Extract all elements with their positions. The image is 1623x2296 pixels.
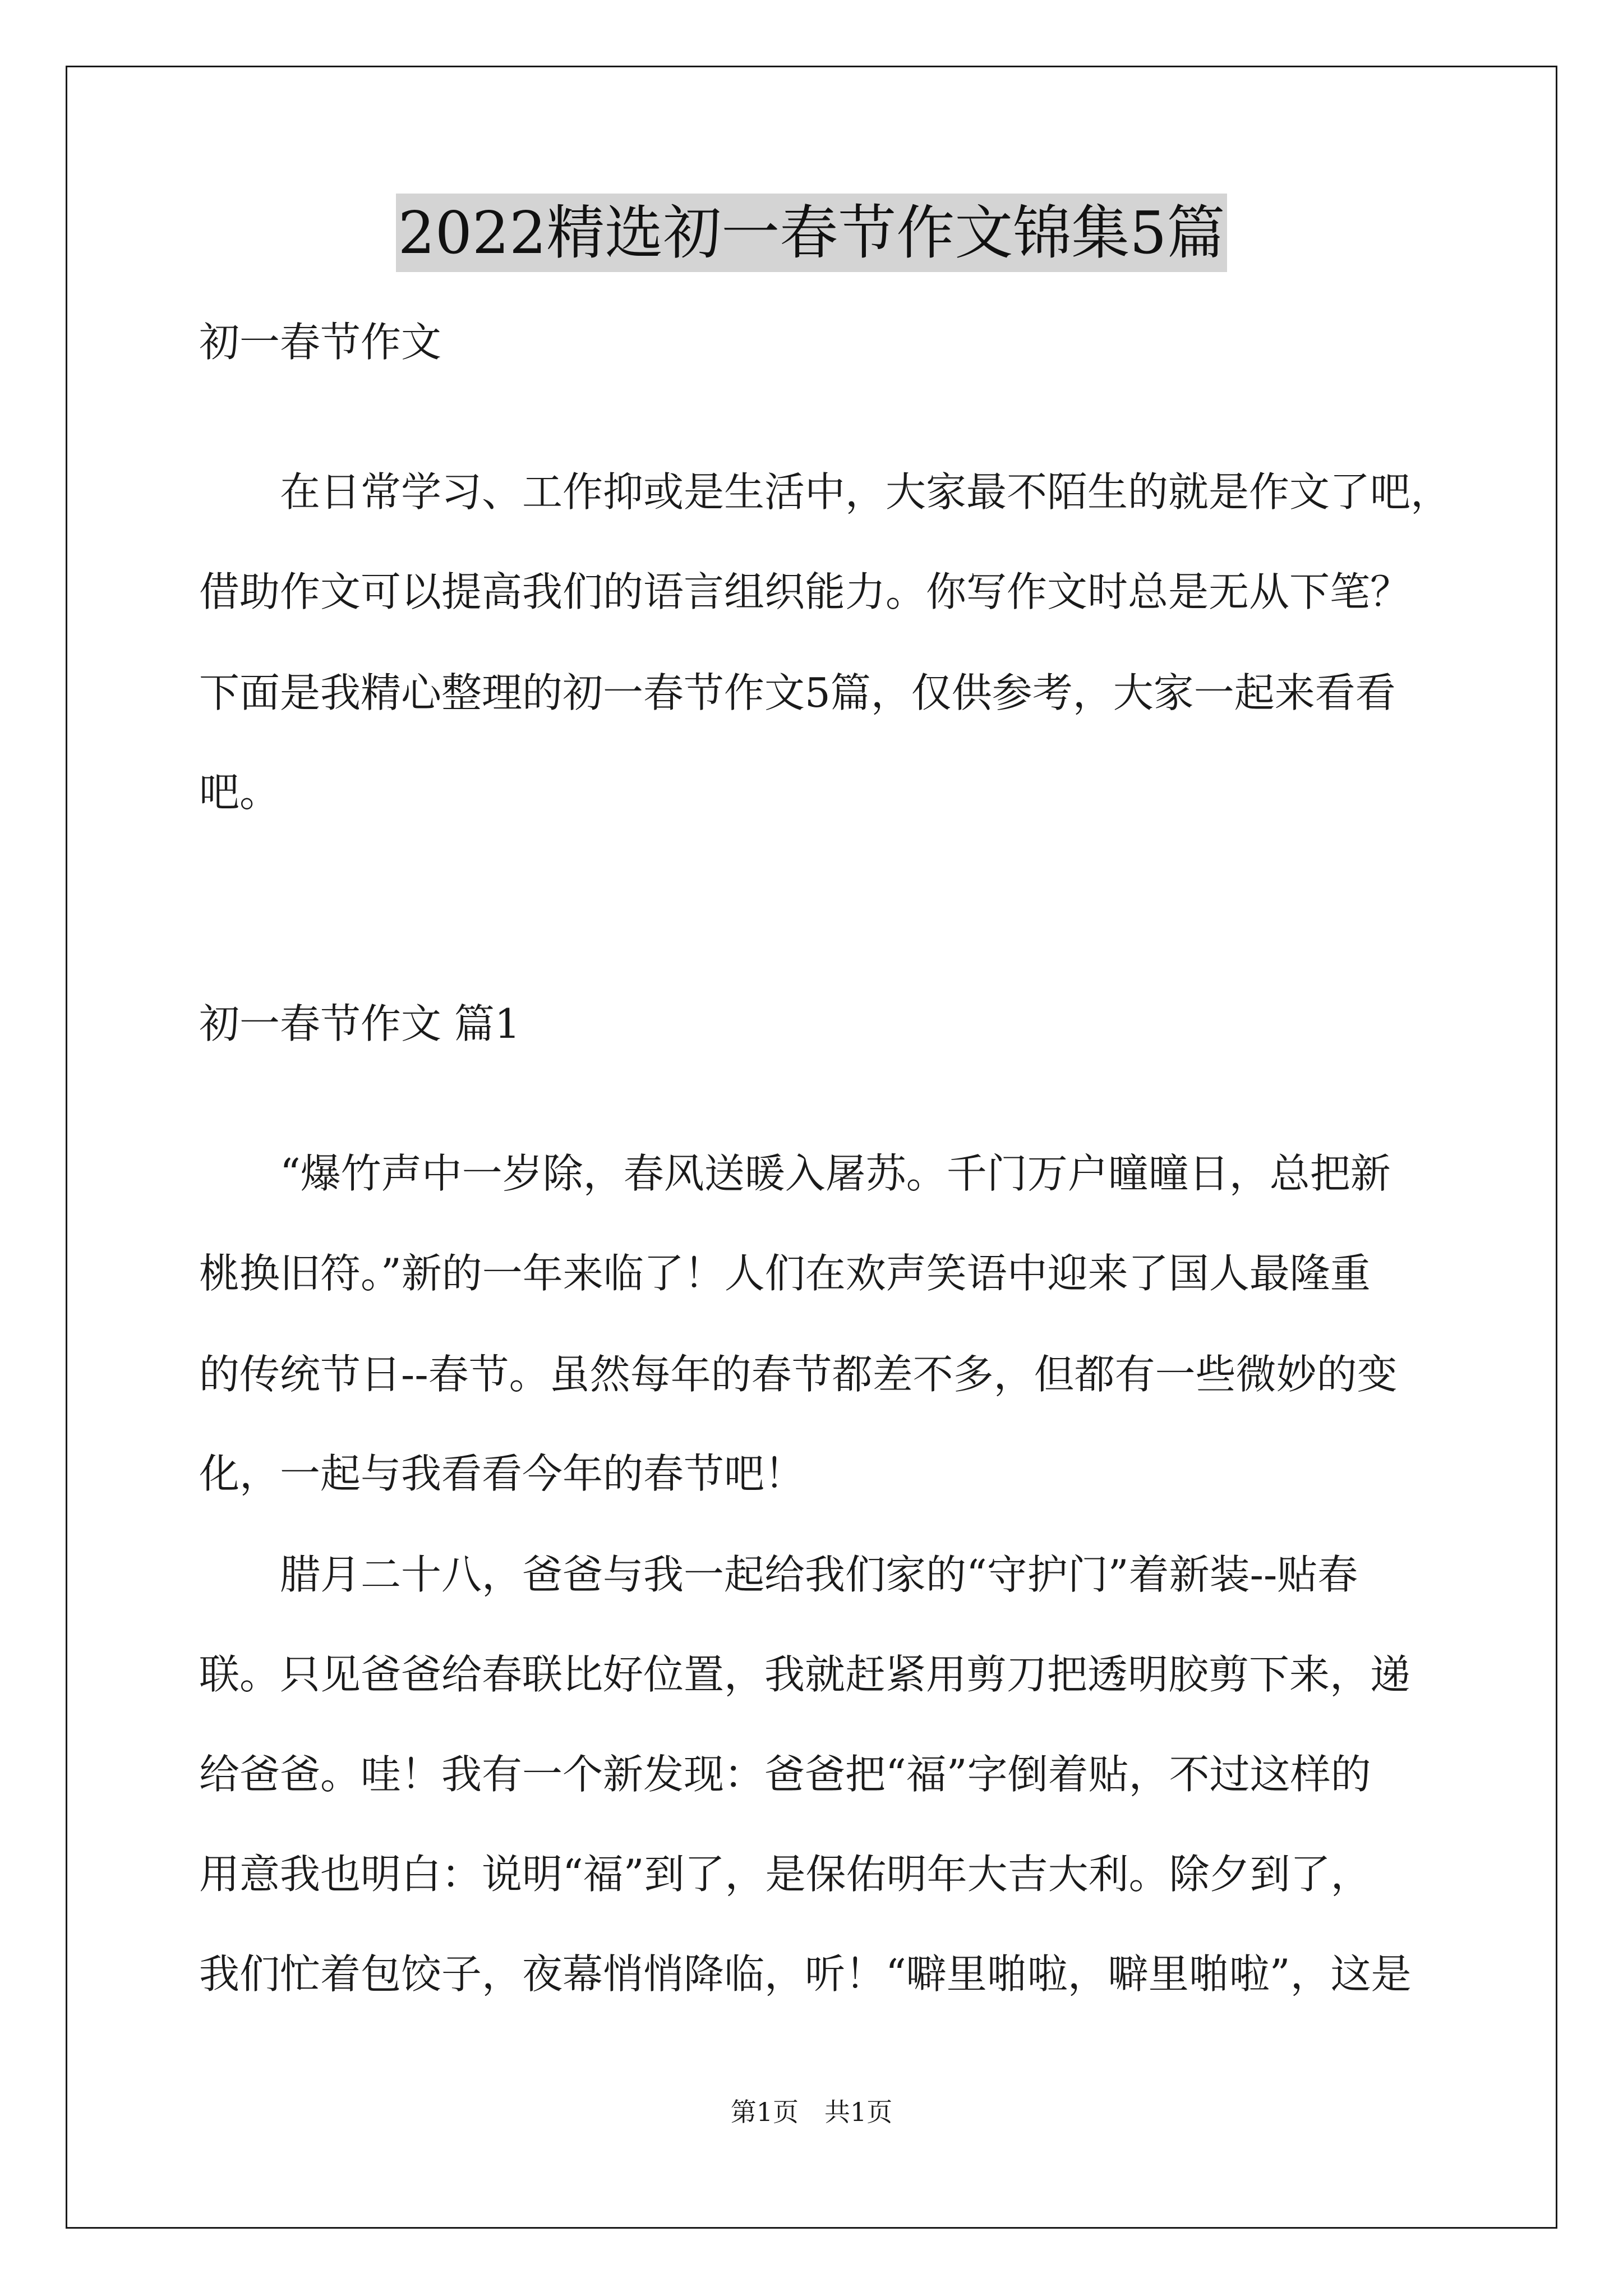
page-border [66, 66, 1557, 2229]
essay-line: “爆竹声中一岁除，春风送暖入屠苏。千门万户曈曈日，总把新 [199, 1150, 1391, 1197]
essay-line: 腊月二十八，爸爸与我一起给我们家的“守护门”着新装--贴春 [199, 1551, 1358, 1598]
essay-line: 联。只见爸爸给春联比好位置，我就赶紧用剪刀把透明胶剪下来，递 [199, 1651, 1411, 1698]
essay-line: 用意我也明白：说明“福”到了，是保佑明年大吉大利。除夕到了， [199, 1851, 1371, 1898]
intro-line: 吧。 [199, 769, 280, 816]
essay-line: 的传统节日--春节。虽然每年的春节都差不多，但都有一些微妙的变 [199, 1351, 1398, 1398]
essay-line: 给爸爸。哇！我有一个新发现：爸爸把“福”字倒着贴，不过这样的 [199, 1751, 1371, 1798]
section-heading: 初一春节作文 [199, 319, 442, 366]
intro-line: 借助作文可以提高我们的语言组织能力。你写作文时总是无从下笔？ [199, 568, 1411, 615]
document-title: 2022精选初一春节作文锦集5篇 [396, 194, 1228, 272]
essay-line: 我们忙着包饺子，夜幕悄悄降临，听！“噼里啪啦，噼里啪啦”，这是 [199, 1950, 1412, 1998]
essay-heading: 初一春节作文 篇1 [199, 1000, 520, 1047]
essay-line: 桃换旧符。”新的一年来临了！人们在欢声笑语中迎来了国人最隆重 [199, 1250, 1371, 1297]
intro-line: 下面是我精心整理的初一春节作文5篇，仅供参考，大家一起来看看 [199, 669, 1396, 716]
intro-line: 在日常学习、工作抑或是生活中，大家最不陌生的就是作文了吧， [199, 468, 1451, 516]
title-container [0, 194, 1623, 272]
essay-line: 化，一起与我看看今年的春节吧！ [199, 1450, 805, 1497]
page-footer: 第1页 共1页 [730, 2097, 893, 2127]
